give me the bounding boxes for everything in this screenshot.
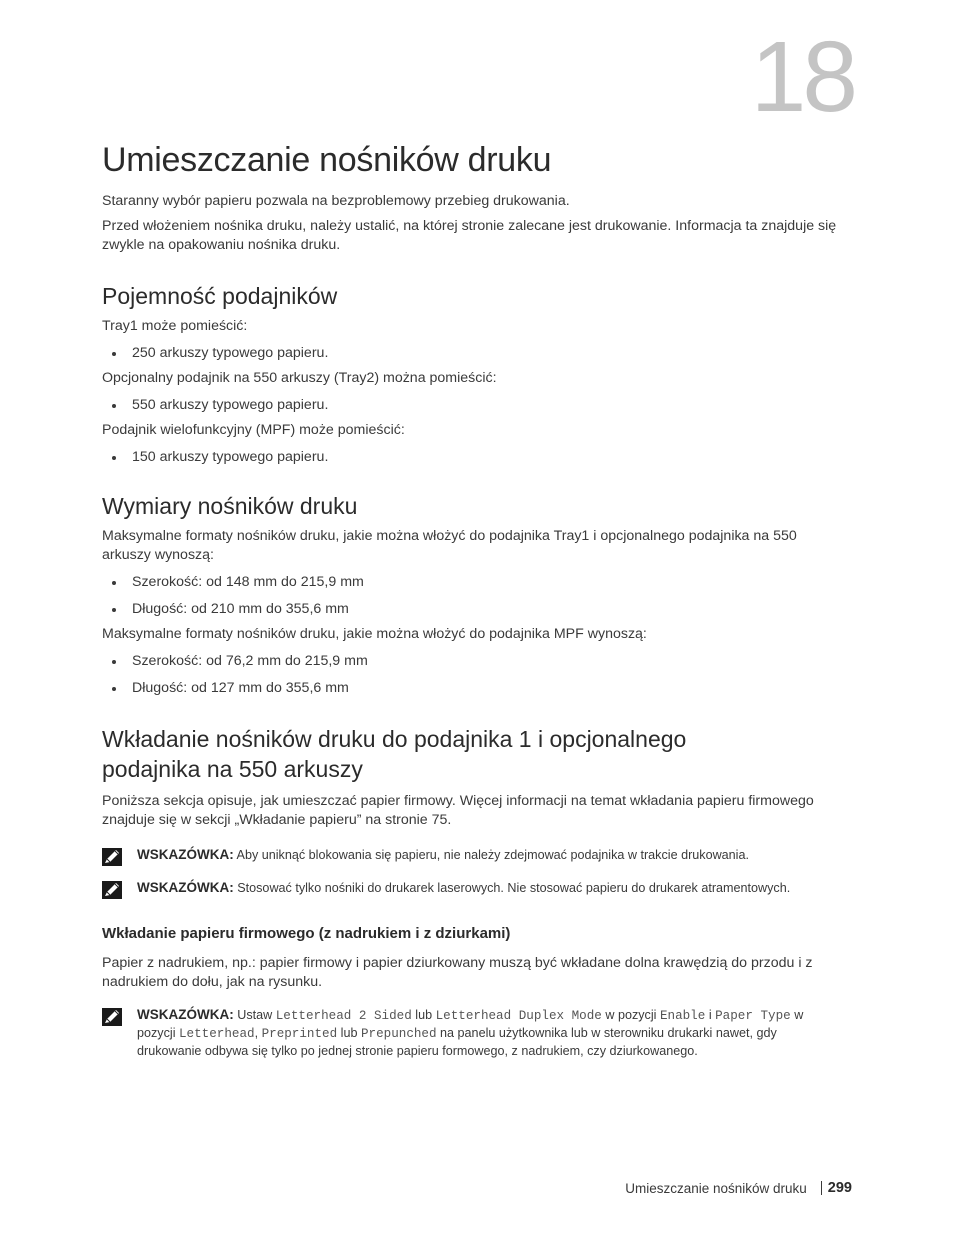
tray2-label: Opcjonalny podajnik na 550 arkuszy (Tray2) można pomieścić: — [102, 370, 497, 386]
heading-loading-line1: Wkładanie nośników druku do podajnika 1 i opcjonalnego — [102, 726, 687, 752]
code-text: Letterhead Duplex Mode — [435, 1009, 602, 1023]
code-text: Prepunched — [360, 1027, 437, 1041]
list-item: Szerokość: od 76,2 mm do 215,9 mm — [102, 652, 844, 671]
note-label: WSKAZÓWKA: — [137, 847, 234, 862]
note-text: lub — [415, 1008, 433, 1022]
heading-dimensions: Wymiary nośników druku — [102, 493, 358, 519]
page-footer — [625, 1180, 852, 1196]
note-label: WSKAZÓWKA: — [137, 1007, 234, 1022]
note-pencil-icon — [102, 881, 122, 899]
list-item: Długość: od 210 mm do 355,6 mm — [102, 600, 844, 619]
heading-loading — [102, 724, 844, 784]
footer-chapter-title: Umieszczanie nośników druku — [625, 1180, 807, 1196]
note-pencil-icon — [102, 848, 122, 866]
heading-letterhead: Wkładanie papieru firmowego (z nadrukiem i z dziurkami) — [102, 925, 511, 942]
chapter-title: Umieszczanie nośników druku — [102, 141, 552, 179]
letterhead-intro: Papier z nadrukiem, np.: papier firmowy i papier dziurkowany muszą być wkładane dolna krawędzią do przodu i z nadrukiem do dołu, jak na rysunku. — [102, 955, 813, 990]
list-item: 550 arkuszy typowego papieru. — [102, 396, 844, 415]
list-item: 250 arkuszy typowego papieru. — [102, 344, 844, 363]
list-item: Długość: od 127 mm do 355,6 mm — [102, 679, 844, 698]
note-text: na panelu użytkownika lub w sterowniku drukarki nawet, gdy drukowanie odbywa się tylko po jednej stronie papieru formowego, z nadrukiem, czy dziurkowanego. — [137, 1026, 777, 1058]
note-label: WSKAZÓWKA: — [137, 880, 234, 895]
heading-loading-line2: podajnika na 550 arkuszy — [102, 756, 363, 782]
intro-paragraph-2: Przed włożeniem nośnika druku, należy ustalić, na której stronie zalecane jest drukowanie. Informacja ta znajduje się zwykle na opakowaniu nośnika druku. — [102, 218, 837, 253]
note-text: lub — [340, 1026, 358, 1040]
code-text: Letterhead 2 Sided — [275, 1009, 412, 1023]
note-text: w pozycji — [605, 1008, 657, 1022]
mpf-list — [102, 448, 844, 467]
mpf-dimensions-intro: Maksymalne formaty nośników druku, jakie można włożyć do podajnika MPF wynoszą: — [102, 626, 647, 642]
heading-capacity: Pojemność podajników — [102, 283, 338, 309]
tray-dimensions-list — [102, 573, 844, 619]
page-number: 299 — [827, 1180, 852, 1196]
list-item: Szerokość: od 148 mm do 215,9 mm — [102, 573, 844, 592]
mpf-dimensions-list — [102, 652, 844, 698]
code-text: Enable — [659, 1009, 706, 1023]
note-pencil-icon — [102, 1008, 122, 1026]
footer-divider — [821, 1181, 822, 1195]
note-text: Aby uniknąć blokowania się papieru, nie należy zdejmować podajnika w trakcie drukowania. — [236, 848, 749, 862]
chapter-number: 18 — [750, 21, 854, 133]
note-text: Ustaw — [237, 1008, 273, 1022]
loading-intro: Poniższa sekcja opisuje, jak umieszczać papier firmowy. Więcej informacji na temat wkładania papieru firmowego znajduje się w sekcji „Wkładanie papieru” na stronie 75. — [102, 793, 814, 828]
tray2-list — [102, 396, 844, 415]
page-content — [102, 140, 844, 1075]
note-text: , — [254, 1026, 259, 1040]
code-text: Letterhead — [179, 1027, 255, 1041]
note-box — [102, 879, 844, 897]
code-text: Paper Type — [715, 1009, 791, 1023]
tray1-label: Tray1 może pomieścić: — [102, 318, 248, 334]
list-item: 150 arkuszy typowego papieru. — [102, 448, 844, 467]
note-box — [102, 1006, 844, 1060]
intro-paragraph-1: Staranny wybór papieru pozwala na bezproblemowy przebieg drukowania. — [102, 193, 570, 209]
mpf-label: Podajnik wielofunkcyjny (MPF) może pomieścić: — [102, 422, 405, 438]
tray1-list — [102, 344, 844, 363]
note-box — [102, 846, 844, 864]
note-text: Stosować tylko nośniki do drukarek laserowych. Nie stosować papieru do drukarek atramentowych. — [237, 881, 791, 895]
code-text: Preprinted — [261, 1027, 338, 1041]
note-text: i — [708, 1008, 712, 1022]
tray-dimensions-intro: Maksymalne formaty nośników druku, jakie można włożyć do podajnika Tray1 i opcjonalnego podajnika na 550 arkuszy wynoszą: — [102, 528, 797, 563]
note-text: w pozycji — [137, 1008, 804, 1040]
